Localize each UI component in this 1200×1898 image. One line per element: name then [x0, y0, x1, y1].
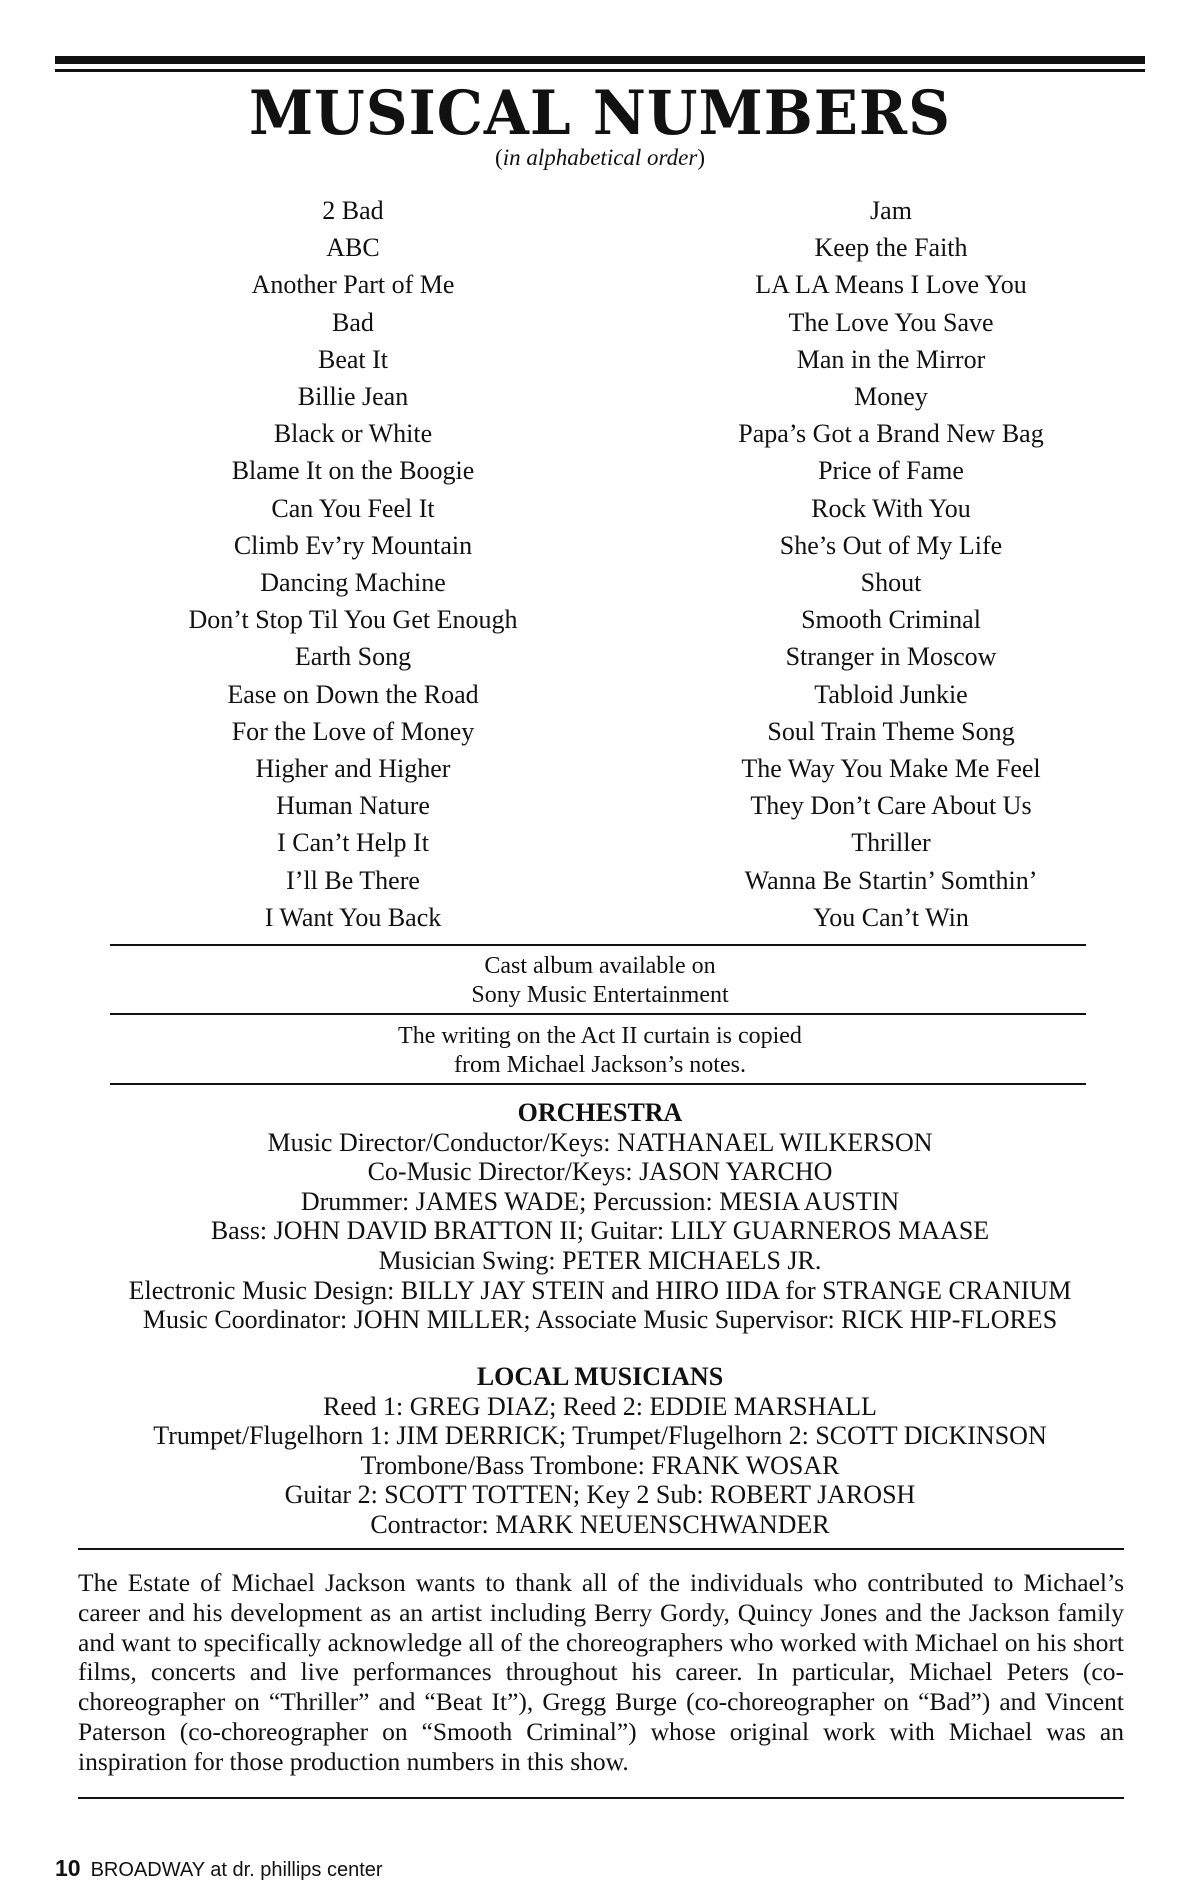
- song-item: I Want You Back: [264, 902, 442, 932]
- song-item: You Can’t Win: [813, 902, 969, 932]
- local-musicians-line: Contractor: MARK NEUENSCHWANDER: [370, 1509, 830, 1539]
- song-item: Stranger in Moscow: [785, 642, 997, 672]
- orchestra-line: Bass: JOHN DAVID BRATTON II; Guitar: LILY GUARNEROS MAASE: [210, 1216, 990, 1246]
- divider: [110, 1083, 1086, 1085]
- cast-album-line: Cast album available on: [484, 953, 716, 979]
- orchestra-line: Co-Music Director/Keys: JASON YARCHO: [367, 1157, 833, 1187]
- song-item: Wanna Be Startin’ Somthin’: [744, 865, 1038, 895]
- song-item: Dancing Machine: [260, 568, 446, 598]
- song-item: Can You Feel It: [271, 493, 435, 523]
- page-footer: [55, 1857, 383, 1880]
- song-item: 2 Bad: [322, 196, 384, 225]
- orchestra-heading: ORCHESTRA: [517, 1098, 683, 1127]
- orchestra-section: [0, 1098, 1200, 1335]
- publication-name: BROADWAY at dr. phillips center: [90, 1859, 383, 1881]
- song-list: [108, 192, 1088, 936]
- local-musicians-heading: LOCAL MUSICIANS: [476, 1362, 724, 1391]
- orchestra-line: Music Coordinator: JOHN MILLER; Associate Music Supervisor: RICK HIP-FLORES: [142, 1305, 1058, 1335]
- song-item: Another Part of Me: [251, 270, 455, 300]
- song-column-right: [646, 192, 1136, 936]
- orchestra-line: Electronic Music Design: BILLY JAY STEIN and HIRO IIDA for STRANGE CRANIUM: [128, 1275, 1072, 1305]
- song-item: Don’t Stop Til You Get Enough: [188, 605, 518, 635]
- page-subtitle: (in alphabetical order): [495, 145, 705, 170]
- song-item: Higher and Higher: [255, 754, 451, 784]
- song-item: ABC: [326, 233, 380, 263]
- top-rule-thin: [55, 69, 1145, 72]
- orchestra-line: Drummer: JAMES WADE; Percussion: MESIA AUSTIN: [300, 1186, 900, 1216]
- divider: [110, 1013, 1086, 1015]
- song-item: Papa’s Got a Brand New Bag: [738, 419, 1044, 449]
- acknowledgement-paragraph: The Estate of Michael Jackson wants to thank all of the individuals who contributed to Michael’s career and his development as an artist including Berry Gordy, Quincy Jones and the Jackson family and want to specifically acknowledge all of the choreographers who worked with Michael on his short films, concerts and live performances throughout his career. In particular, Michael Peters (co-choreographer on “Thriller” and “Beat It”), Gregg Burge (co-choreographer on “Bad”) and Vincent Paterson (co-choreographer on “Smooth Criminal”) whose original work with Michael was an inspiration for those production numbers in this show.: [78, 1568, 1124, 1776]
- curtain-note: [0, 1022, 1200, 1080]
- song-item: Shout: [860, 568, 922, 598]
- song-item: They Don’t Care About Us: [750, 791, 1032, 821]
- cast-album-note: [0, 952, 1200, 1010]
- song-item: I’ll Be There: [286, 865, 420, 895]
- song-item: Man in the Mirror: [796, 344, 986, 374]
- song-item: Black or White: [273, 419, 433, 449]
- local-musicians-line: Guitar 2: SCOTT TOTTEN; Key 2 Sub: ROBERT JAROSH: [284, 1480, 916, 1510]
- song-item: Thriller: [851, 828, 931, 858]
- song-item: Price of Fame: [818, 456, 964, 486]
- local-musicians-line: Trombone/Bass Trombone: FRANK WOSAR: [360, 1450, 840, 1480]
- song-item: Blame It on the Boogie: [231, 456, 475, 486]
- orchestra-line: Music Director/Conductor/Keys: NATHANAEL WILKERSON: [267, 1127, 933, 1157]
- song-item: The Love You Save: [788, 307, 994, 337]
- cast-album-line: Sony Music Entertainment: [471, 982, 729, 1008]
- song-item: Climb Ev’ry Mountain: [233, 530, 473, 560]
- song-item: Smooth Criminal: [801, 605, 981, 635]
- top-rule-thick: [55, 56, 1145, 64]
- song-item: Earth Song: [294, 642, 412, 672]
- song-item: Human Nature: [276, 791, 430, 821]
- subtitle-text: in alphabetical order: [502, 145, 698, 170]
- song-item: Keep the Faith: [814, 233, 968, 263]
- curtain-line: The writing on the Act II curtain is copied: [398, 1023, 802, 1049]
- song-item: Tabloid Junkie: [814, 679, 968, 709]
- local-musicians-section: [0, 1362, 1200, 1540]
- song-item: She’s Out of My Life: [779, 530, 1003, 560]
- divider: [110, 944, 1086, 946]
- song-item: Bad: [332, 307, 374, 337]
- song-item: Ease on Down the Road: [227, 679, 479, 709]
- divider: [78, 1548, 1124, 1550]
- orchestra-line: Musician Swing: PETER MICHAELS JR.: [378, 1245, 822, 1275]
- song-item: LA LA Means I Love You: [755, 270, 1027, 300]
- local-musicians-line: Trumpet/Flugelhorn 1: JIM DERRICK; Trumpet/Flugelhorn 2: SCOTT DICKINSON: [153, 1421, 1047, 1451]
- local-musicians-line: Reed 1: GREG DIAZ; Reed 2: EDDIE MARSHALL: [323, 1391, 877, 1421]
- song-item: Soul Train Theme Song: [767, 716, 1015, 746]
- curtain-line: from Michael Jackson’s notes.: [454, 1052, 746, 1078]
- song-item: Rock With You: [811, 493, 971, 523]
- song-item: Jam: [870, 196, 912, 225]
- song-item: Money: [854, 382, 928, 412]
- song-item: For the Love of Money: [231, 716, 475, 746]
- divider: [78, 1797, 1124, 1799]
- page-number: 10: [55, 1855, 81, 1881]
- song-column-left: [108, 192, 598, 936]
- song-item: The Way You Make Me Feel: [741, 754, 1041, 784]
- page-title: MUSICAL NUMBERS: [248, 77, 952, 149]
- song-item: I Can’t Help It: [277, 828, 429, 858]
- song-item: Beat It: [317, 344, 389, 374]
- song-item: Billie Jean: [297, 382, 409, 412]
